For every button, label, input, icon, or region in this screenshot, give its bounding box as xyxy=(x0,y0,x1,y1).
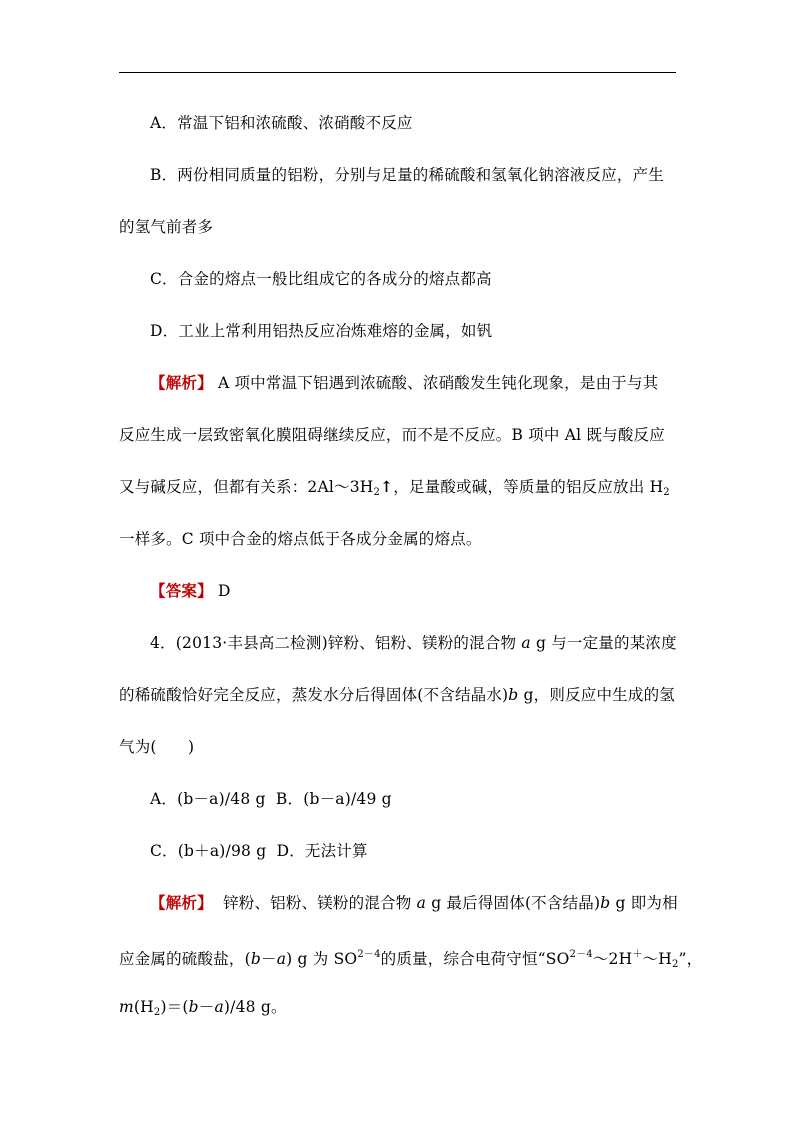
subscript: 2 xyxy=(671,959,679,970)
superscript: 2－4 xyxy=(569,949,593,960)
q4-stem-line3: 气为( ) xyxy=(119,738,195,756)
q4-option-c: C．(b＋a)/98 g xyxy=(150,842,267,860)
variable: a xyxy=(416,894,427,912)
text-segment: 应金属的硫酸盐，( xyxy=(119,950,251,968)
variable: a xyxy=(276,950,287,968)
q4-analysis xyxy=(150,892,678,914)
text-segment: (H xyxy=(133,998,154,1016)
q4-analysis-line2 xyxy=(119,944,702,976)
q3-answer xyxy=(150,580,231,602)
text-segment: ”， xyxy=(678,950,703,968)
q4-analysis-line3 xyxy=(119,996,287,1024)
q3-analysis-line3 xyxy=(119,476,670,504)
q4-options-ab xyxy=(150,788,392,810)
superscript: ＋ xyxy=(632,949,643,960)
subscript: 2 xyxy=(153,1007,161,1018)
variable: m xyxy=(119,998,134,1016)
q3-analysis-line4: 一样多。C 项中合金的熔点低于各成分金属的熔点。 xyxy=(119,530,482,548)
q4-option-b: B．(b－a)/49 g xyxy=(275,790,392,808)
q3-option-a: A．常温下铝和浓硫酸、浓硝酸不反应 xyxy=(150,114,413,132)
up-arrow-icon: ↑ xyxy=(380,477,394,496)
text-segment: － xyxy=(260,950,277,968)
variable: a xyxy=(521,634,531,652)
variable: b xyxy=(188,998,199,1016)
subscript: 2 xyxy=(373,487,381,498)
q3-analysis-line2: 反应生成一层致密氧化膜阻碍继续反应，而不是不反应。B 项中 Al 既与酸反应 xyxy=(119,426,665,444)
text-segment: ，足量酸或碱，等质量的铝反应放出 H xyxy=(393,478,664,496)
q3-option-d: D．工业上常利用铝热反应冶炼难熔的金属，如钒 xyxy=(150,322,493,340)
text-segment: 4．(2013·丰县高二检测)锌粉、铝粉、镁粉的混合物 xyxy=(150,634,522,652)
q3-option-b-cont: 的氢气前者多 xyxy=(119,218,214,236)
q4-stem xyxy=(150,632,677,654)
superscript: 2－4 xyxy=(357,949,381,960)
analysis-tag: 【解析】 xyxy=(150,893,213,912)
answer-tag: 【答案】 xyxy=(150,581,213,600)
text-segment: 又与碱反应，但都有关系：2Al～3H xyxy=(119,478,374,496)
q4-option-a: A．(b－a)/48 g xyxy=(150,790,266,808)
text-segment: g 与一定量的某浓度 xyxy=(530,634,677,652)
answer-value: D xyxy=(217,582,231,600)
header-rule xyxy=(119,72,676,73)
variable: b xyxy=(250,950,261,968)
text-segment: g，则反应中生成的氢 xyxy=(518,686,675,704)
text-segment: )＝( xyxy=(160,998,189,1016)
q4-stem-line2 xyxy=(119,684,675,706)
q3-analysis xyxy=(150,372,658,394)
text-segment: － xyxy=(198,998,215,1016)
text-segment: ～H xyxy=(642,950,672,968)
q3-option-c: C．合金的熔点一般比组成它的各成分的熔点都高 xyxy=(150,270,492,288)
text-segment: 锌粉、铝粉、镁粉的混合物 xyxy=(223,894,417,912)
q4-option-d: D．无法计算 xyxy=(276,842,368,860)
text-segment: 的稀硫酸恰好完全反应，蒸发水分后得固体(不含结晶水) xyxy=(119,686,509,704)
analysis-tag: 【解析】 xyxy=(150,373,213,392)
variable: a xyxy=(214,998,224,1016)
text-segment: 的质量，综合电荷守恒“SO xyxy=(380,950,570,968)
text-segment: ～2H xyxy=(592,950,633,968)
text-segment: )/48 g。 xyxy=(223,998,287,1016)
subscript: 2 xyxy=(663,487,670,498)
variable: b xyxy=(508,686,519,704)
text-segment: g 最后得固体(不含结晶) xyxy=(426,894,601,912)
text-segment: ) g 为 SO xyxy=(286,950,358,968)
q4-options-cd xyxy=(150,840,368,862)
text-segment: g 即为相 xyxy=(610,894,678,912)
q3-analysis-text: A 项中常温下铝遇到浓硫酸、浓硝酸发生钝化现象，是由于与其 xyxy=(217,374,659,392)
variable: b xyxy=(600,894,611,912)
q3-option-b: B．两份相同质量的铝粉，分别与足量的稀硫酸和氢氧化钠溶液反应，产生 xyxy=(150,166,664,184)
